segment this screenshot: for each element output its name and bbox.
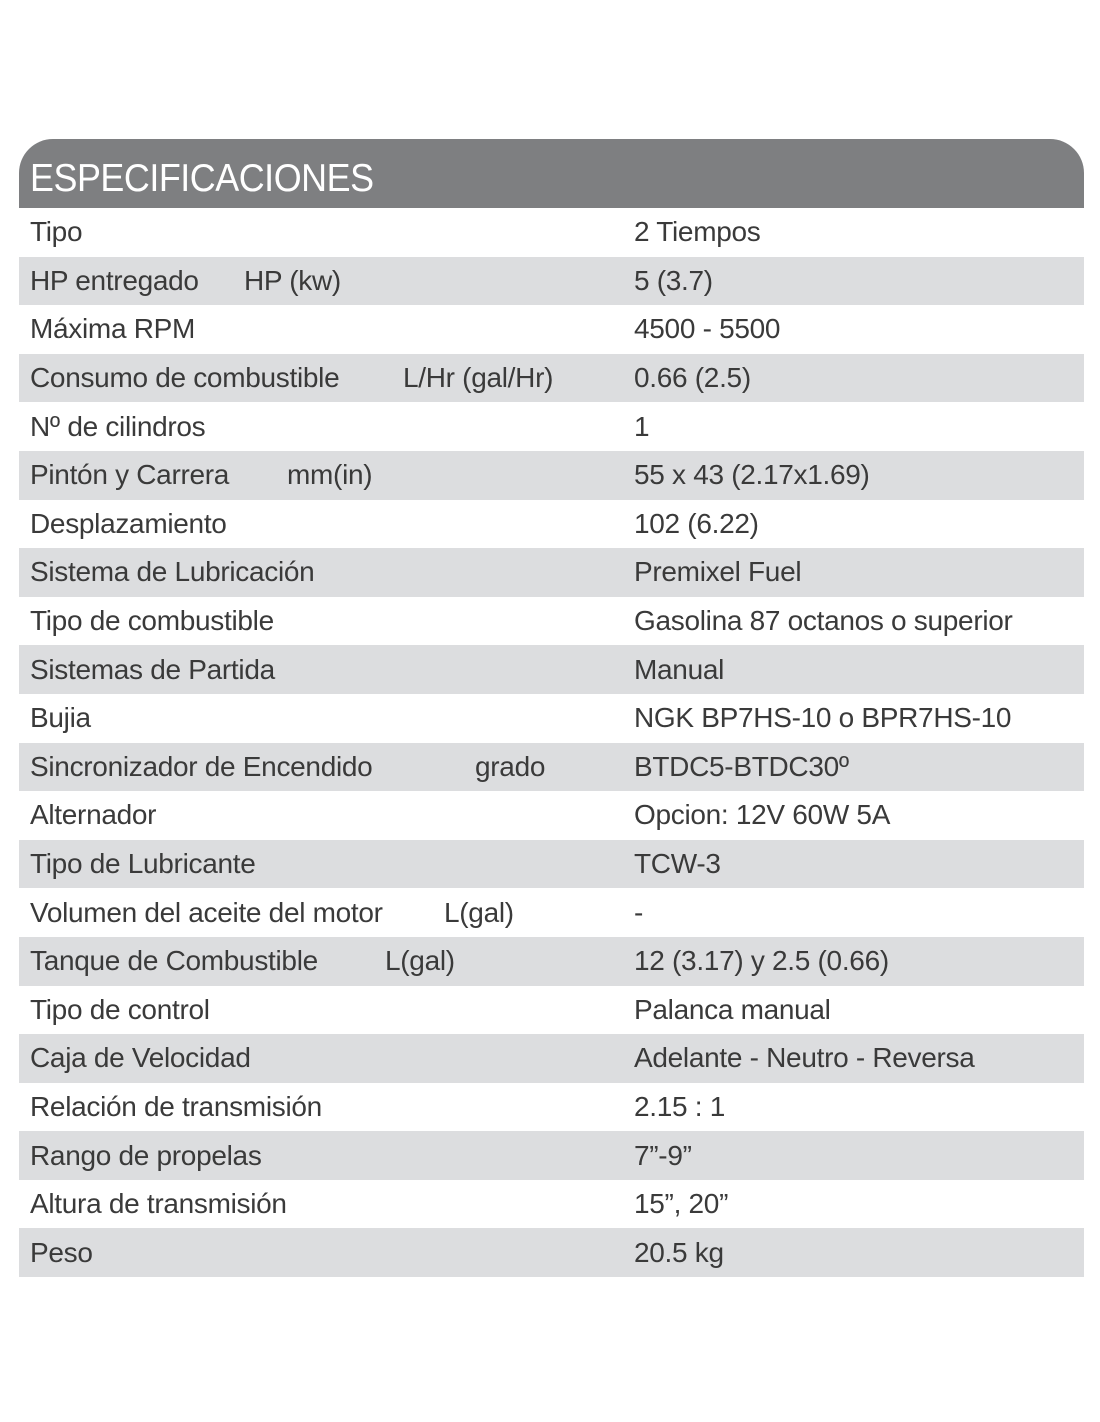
spec-label: Rango de propelas — [30, 1139, 262, 1171]
spec-value: 0.66 (2.5) — [634, 362, 751, 394]
spec-value: 55 x 43 (2.17x1.69) — [634, 459, 870, 491]
spec-label-cell — [19, 986, 623, 1035]
spec-label-cell — [19, 743, 623, 792]
spec-label-cell — [19, 305, 623, 354]
spec-value: 2 Tiempos — [634, 216, 761, 248]
spec-label: Tipo de combustible — [30, 605, 274, 637]
spec-label-cell — [19, 402, 623, 451]
spec-row — [19, 840, 1084, 889]
spec-label: Nº de cilindros — [30, 410, 206, 442]
spec-row — [19, 743, 1084, 792]
spec-value: NGK BP7HS-10 o BPR7HS-10 — [634, 702, 1012, 734]
spec-row — [19, 597, 1084, 646]
spec-label-cell — [19, 1131, 623, 1180]
spec-label: Consumo de combustible — [30, 362, 340, 394]
spec-label-cell — [19, 257, 623, 306]
spec-label: HP entregado — [30, 264, 199, 296]
spec-row — [19, 305, 1084, 354]
spec-label: Tipo de Lubricante — [30, 848, 256, 880]
spec-value: 102 (6.22) — [634, 507, 759, 539]
spec-value: Gasolina 87 octanos o superior — [634, 605, 1013, 637]
spec-label-cell — [19, 597, 623, 646]
spec-label-cell — [19, 888, 623, 937]
spec-value: Opcion: 12V 60W 5A — [634, 799, 891, 831]
spec-unit: grado — [475, 750, 546, 782]
spec-value: Adelante - Neutro - Reversa — [634, 1042, 975, 1074]
specifications-table-body — [19, 208, 1084, 1277]
spec-label-cell — [19, 451, 623, 500]
spec-unit: L/Hr (gal/Hr) — [403, 362, 554, 394]
spec-value: Palanca manual — [634, 993, 831, 1025]
spec-value: 4500 - 5500 — [634, 313, 781, 345]
spec-label-cell — [19, 354, 623, 403]
spec-label: Caja de Velocidad — [30, 1042, 251, 1074]
spec-label: Tipo de control — [30, 993, 210, 1025]
specifications-header — [19, 139, 1084, 208]
spec-label: Pintón y Carrera — [30, 459, 230, 491]
spec-label-cell — [19, 1228, 623, 1277]
spec-label: Sistema de Lubricación — [30, 556, 315, 588]
spec-value: Premixel Fuel — [634, 556, 802, 588]
spec-unit: L(gal) — [385, 945, 455, 977]
spec-row — [19, 791, 1084, 840]
spec-label-cell — [19, 645, 623, 694]
spec-value: Manual — [634, 653, 725, 685]
spec-row — [19, 645, 1084, 694]
spec-row — [19, 937, 1084, 986]
spec-unit: HP (kw) — [244, 264, 341, 296]
spec-row — [19, 548, 1084, 597]
spec-label-cell — [19, 548, 623, 597]
spec-label: Bujia — [30, 702, 91, 734]
spec-label-cell — [19, 208, 623, 257]
spec-label: Altura de transmisión — [30, 1188, 287, 1220]
spec-row — [19, 500, 1084, 549]
spec-label: Sincronizador de Encendido — [30, 750, 373, 782]
spec-row — [19, 694, 1084, 743]
spec-label: Desplazamiento — [30, 507, 227, 539]
spec-row — [19, 888, 1084, 937]
specifications-sheet — [19, 139, 1084, 1277]
spec-label-cell — [19, 937, 623, 986]
specifications-table — [19, 208, 1084, 1277]
spec-row — [19, 208, 1084, 257]
spec-label: Máxima RPM — [30, 313, 196, 345]
spec-row — [19, 1228, 1084, 1277]
spec-label-cell — [19, 840, 623, 889]
spec-value: BTDC5-BTDC30º — [634, 750, 849, 782]
spec-row — [19, 1083, 1084, 1132]
spec-label: Tipo — [30, 216, 83, 248]
spec-label-cell — [19, 500, 623, 549]
spec-value: 7”-9” — [634, 1139, 692, 1171]
spec-label-cell — [19, 694, 623, 743]
spec-unit: mm(in) — [287, 459, 373, 491]
spec-value: 15”, 20” — [634, 1188, 729, 1220]
spec-row — [19, 451, 1084, 500]
spec-row — [19, 1131, 1084, 1180]
spec-row — [19, 354, 1084, 403]
spec-label: Relación de transmisión — [30, 1090, 322, 1122]
spec-value: 2.15 : 1 — [634, 1090, 726, 1122]
specifications-title: ESPECIFICACIONES — [30, 157, 374, 200]
spec-label-cell — [19, 1034, 623, 1083]
spec-label: Tanque de Combustible — [30, 945, 318, 977]
spec-value: 5 (3.7) — [634, 264, 713, 296]
spec-value: 20.5 kg — [634, 1236, 724, 1268]
spec-label: Alternador — [30, 799, 157, 831]
spec-label-cell — [19, 1180, 623, 1229]
spec-row — [19, 1034, 1084, 1083]
spec-value: TCW-3 — [634, 848, 721, 880]
spec-label: Sistemas de Partida — [30, 653, 275, 685]
spec-unit: L(gal) — [444, 896, 514, 928]
spec-row — [19, 986, 1084, 1035]
spec-label: Volumen del aceite del motor — [30, 896, 383, 928]
spec-value: 1 — [634, 410, 650, 442]
spec-value: 12 (3.17) y 2.5 (0.66) — [634, 945, 889, 977]
spec-row — [19, 257, 1084, 306]
spec-row — [19, 402, 1084, 451]
spec-row — [19, 1180, 1084, 1229]
spec-label: Peso — [30, 1236, 93, 1268]
spec-label-cell — [19, 791, 623, 840]
spec-value: - — [634, 896, 644, 928]
spec-label-cell — [19, 1083, 623, 1132]
